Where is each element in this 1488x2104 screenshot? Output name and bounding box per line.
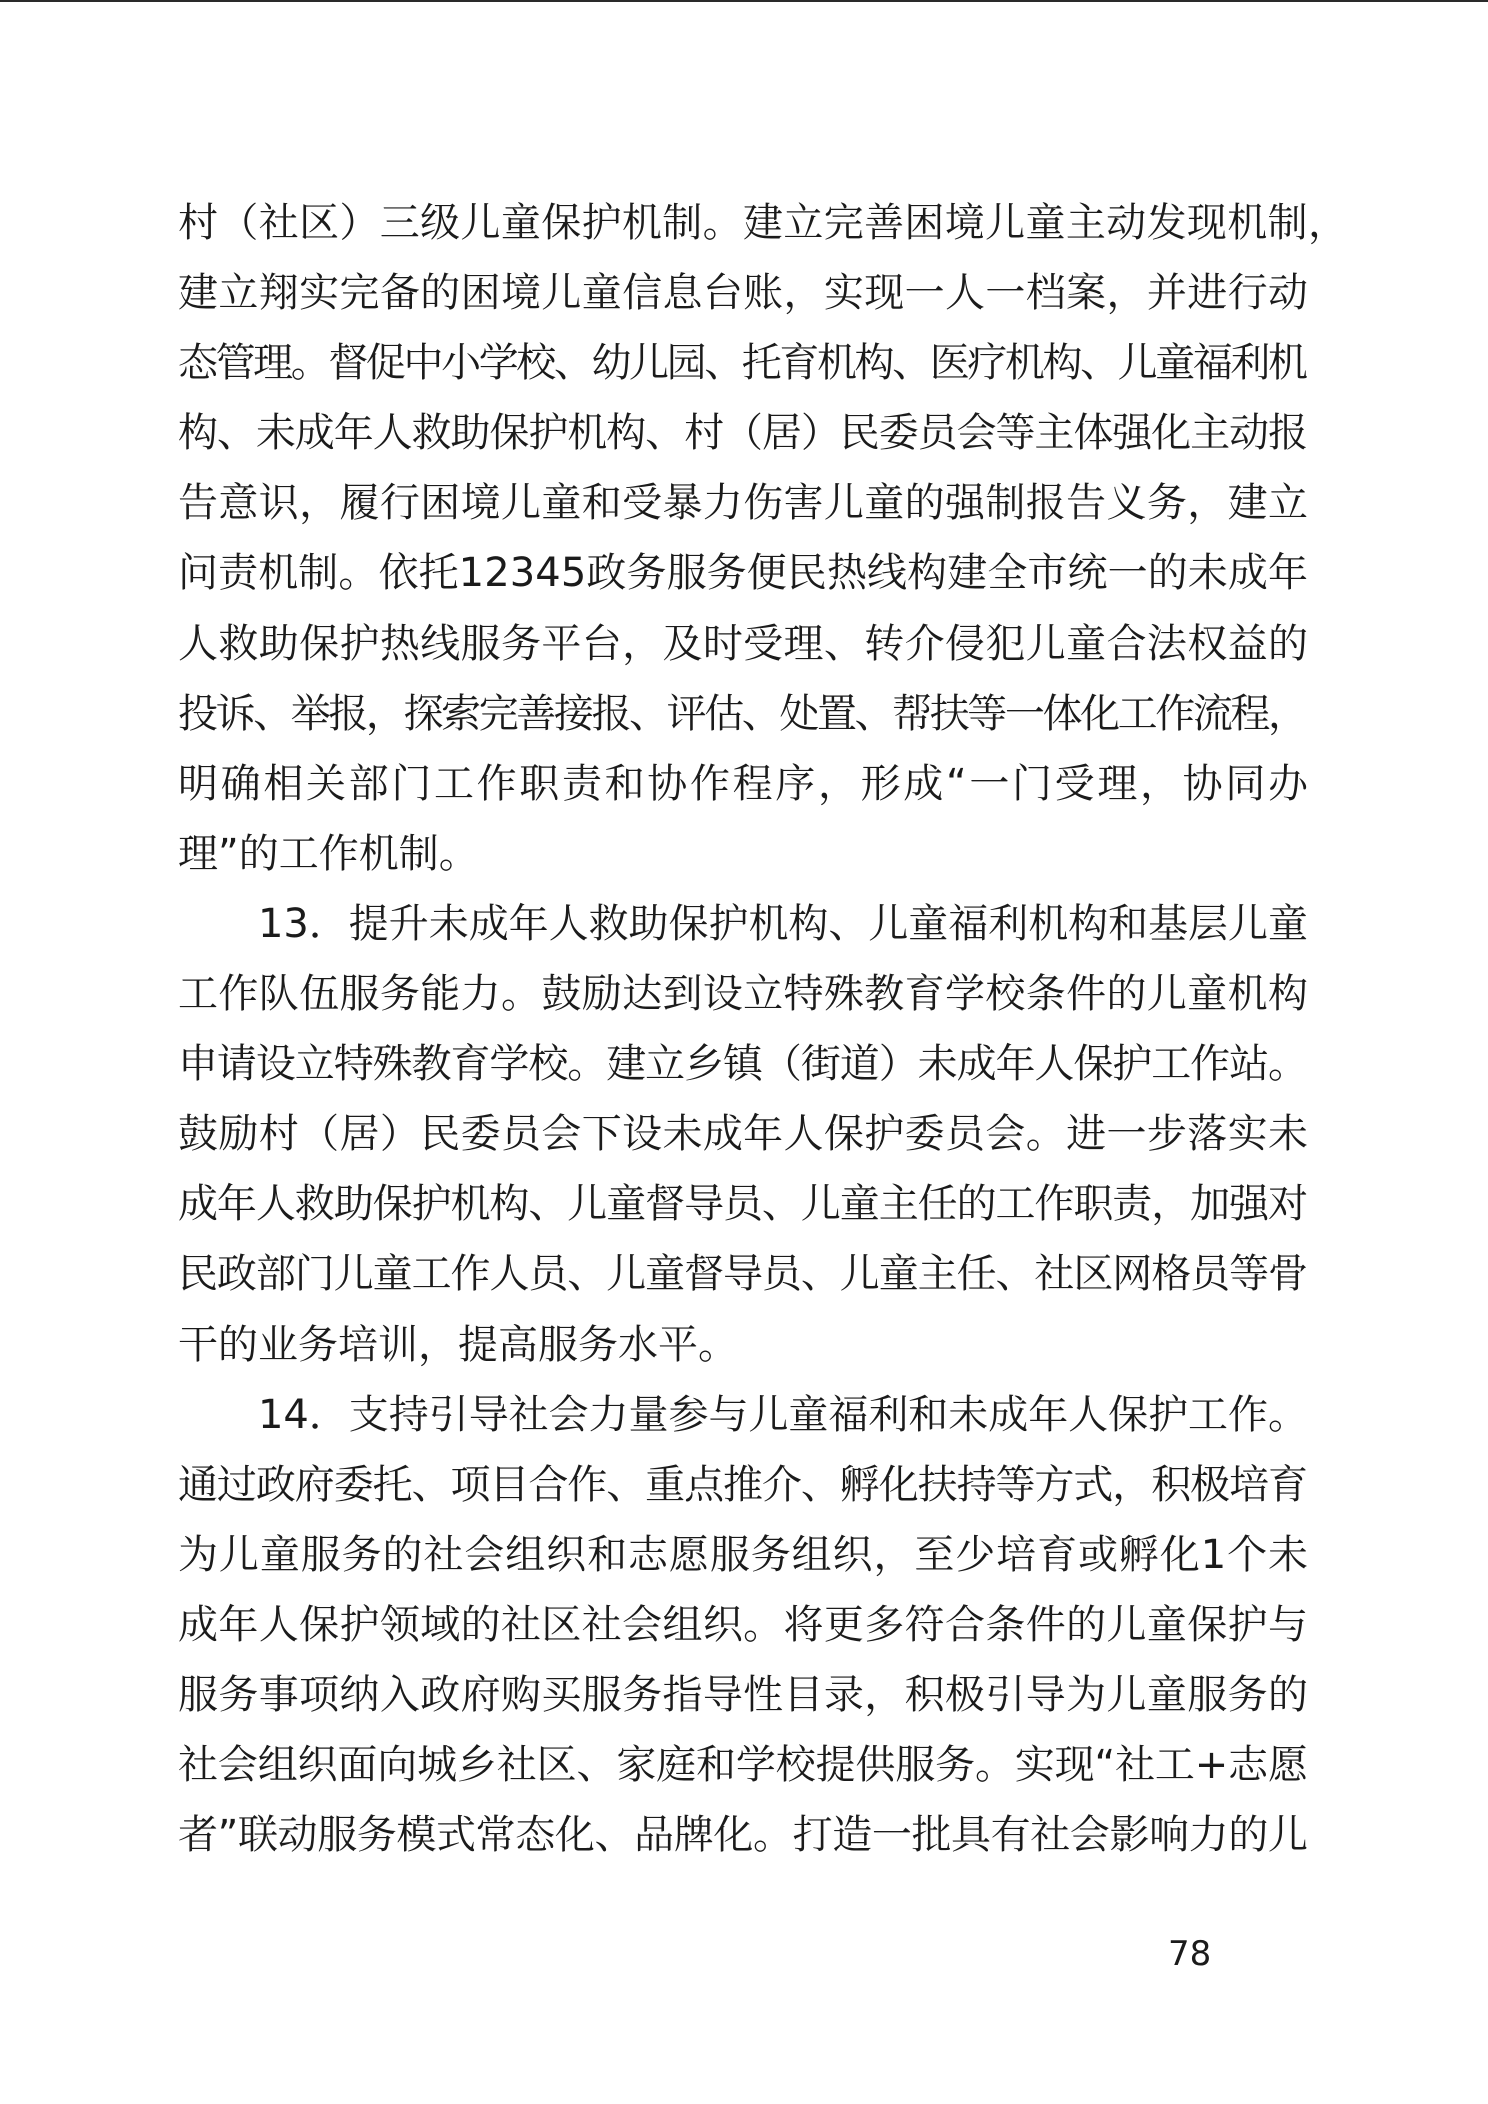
line-text: 构、未成年人救助保护机构、村（居）民委员会等主体强化主动报 (178, 410, 1307, 457)
text-line (178, 1660, 1358, 1730)
text-line (178, 188, 1358, 258)
text-line (178, 679, 1358, 749)
text-line (178, 1450, 1358, 1520)
text-line (178, 1169, 1358, 1239)
text-line-first (178, 1380, 1358, 1450)
line-text: 鼓励村（居）民委员会下设未成年人保护委员会。进一步落实未 (178, 1111, 1309, 1158)
text-line (178, 1730, 1358, 1800)
text-line (178, 398, 1358, 468)
line-text: 14．支持引导社会力量参与儿童福利和未成年人保护工作。 (258, 1391, 1308, 1438)
text-line (178, 959, 1358, 1029)
page-number: 78 (1168, 1934, 1212, 1974)
text-line (178, 1520, 1358, 1590)
text-line (178, 468, 1358, 538)
page-top-border (0, 0, 1488, 2)
document-body (178, 188, 1358, 1870)
line-text: 成年人保护领域的社区社会组织。将更多符合条件的儿童保护与 (178, 1601, 1309, 1648)
paragraph-item-13 (178, 889, 1358, 1380)
text-line (178, 1800, 1358, 1870)
text-line (178, 1239, 1358, 1309)
text-line-last (178, 1310, 1358, 1380)
paragraph-item-14 (178, 1380, 1358, 1871)
line-text: 明确相关部门工作职责和协作程序，形成“一门受理，协同办 (178, 760, 1311, 807)
text-line-last (178, 819, 1358, 889)
line-text: 为儿童服务的社会组织和志愿服务组织，至少培育或孵化1个未 (178, 1531, 1309, 1578)
text-line (178, 609, 1358, 679)
line-text: 通过政府委托、项目合作、重点推介、孵化扶持等方式，积极培育 (178, 1461, 1307, 1508)
text-line (178, 1029, 1358, 1099)
line-text: 告意识，履行困境儿童和受暴力伤害儿童的强制报告义务，建立 (178, 480, 1309, 527)
line-text: 村（社区）三级儿童保护机制。建立完善困境儿童主动发现机制， (178, 200, 1349, 246)
text-line (178, 538, 1358, 608)
line-text: 服务事项纳入政府购买服务指导性目录，积极引导为儿童服务的 (178, 1671, 1309, 1718)
text-line (178, 749, 1358, 819)
line-text: 13．提升未成年人救助保护机构、儿童福利机构和基层儿童 (258, 900, 1308, 947)
line-text: 理”的工作机制。 (178, 830, 479, 877)
line-text: 建立翔实完备的困境儿童信息台账，实现一人一档案，并进行动 (178, 270, 1309, 317)
text-line (178, 328, 1358, 398)
line-text: 者”联动服务模式常态化、品牌化。打造一批具有社会影响力的儿 (178, 1812, 1308, 1859)
line-text: 工作队伍服务能力。鼓励达到设立特殊教育学校条件的儿童机构 (178, 971, 1309, 1018)
line-text: 社会组织面向城乡社区、家庭和学校提供服务。实现“社工+志愿 (178, 1742, 1308, 1789)
line-text: 成年人救助保护机构、儿童督导员、儿童主任的工作职责，加强对 (178, 1181, 1307, 1228)
text-line (178, 258, 1358, 328)
line-text: 干的业务培训，提高服务水平。 (178, 1321, 738, 1368)
line-text: 问责机制。依托12345政务服务便民热线构建全市统一的未成年 (178, 550, 1309, 597)
paragraph-continuation (178, 188, 1358, 889)
text-line (178, 1099, 1358, 1169)
line-text: 投诉、举报，探索完善接报、评估、处置、帮扶等一体化工作流程， (178, 690, 1306, 737)
line-text: 人救助保护热线服务平台，及时受理、转介侵犯儿童合法权益的 (178, 620, 1309, 667)
text-line (178, 1590, 1358, 1660)
line-text: 申请设立特殊教育学校。建立乡镇（街道）未成年人保护工作站。 (178, 1041, 1307, 1088)
text-line-first (178, 889, 1358, 959)
line-text: 民政部门儿童工作人员、儿童督导员、儿童主任、社区网格员等骨 (178, 1251, 1307, 1298)
line-text: 态管理。督促中小学校、幼儿园、托育机构、医疗机构、儿童福利机 (178, 340, 1306, 387)
